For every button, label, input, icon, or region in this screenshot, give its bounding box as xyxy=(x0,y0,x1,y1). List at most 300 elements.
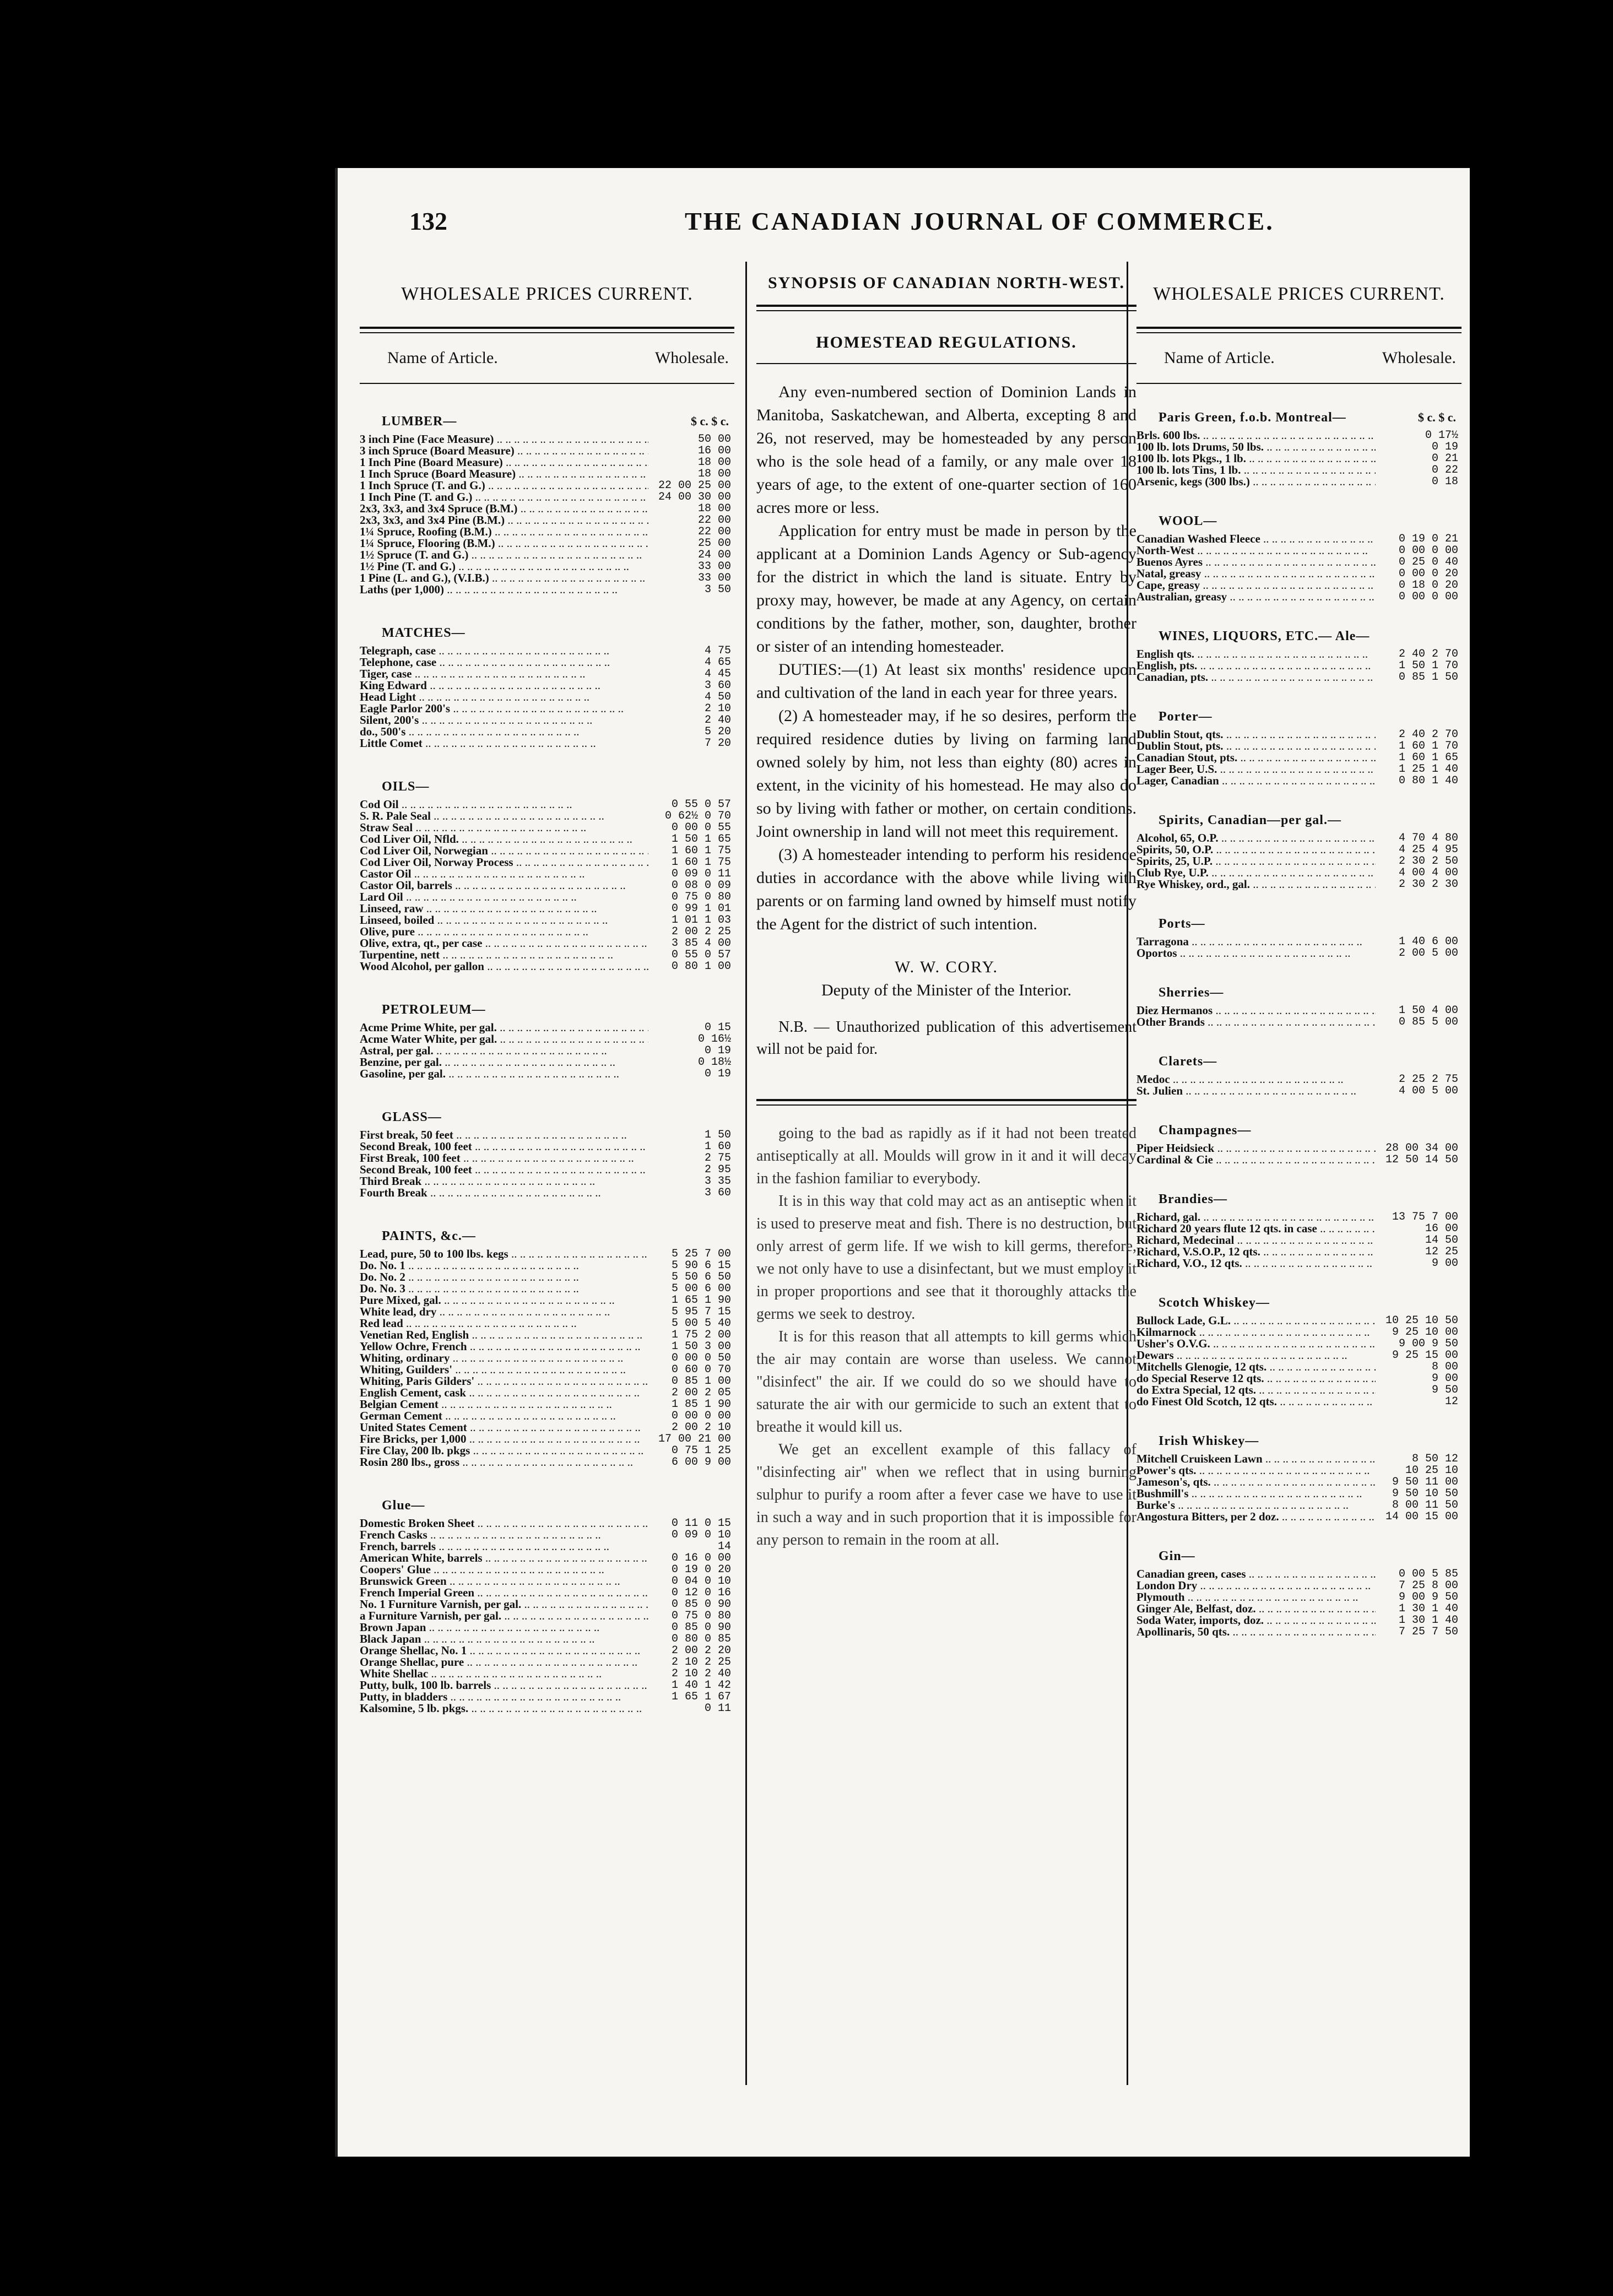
left-sections xyxy=(360,414,734,1714)
article-name: Apollinaris, 50 qts. .. .. xyxy=(1136,1626,1376,1638)
article-name: Orange Shellac, No. 1 .. .. xyxy=(360,1645,648,1656)
price-row xyxy=(360,1306,734,1318)
article-name: Cape, greasy .. .. xyxy=(1136,580,1376,591)
price-row xyxy=(360,833,734,845)
price-row xyxy=(360,799,734,810)
section-title-label: PETROLEUM— xyxy=(382,1003,486,1017)
section-title-label: Glue— xyxy=(382,1498,425,1513)
article-name: Canadian, pts. .. .. xyxy=(1136,672,1376,683)
price-row xyxy=(360,1564,734,1575)
wholesale-price: 2 00 2 25 xyxy=(671,925,731,938)
article-name: Domestic Broken Sheet .. .. xyxy=(360,1518,648,1529)
price-row xyxy=(1136,1234,1462,1246)
price-row xyxy=(360,1518,734,1529)
article-name: S. R. Pale Seal .. .. xyxy=(360,810,648,822)
wholesale-price: 9 25 15 00 xyxy=(1392,1349,1458,1362)
article-name: Richard 20 years flute 12 qts. in case .. .. xyxy=(1136,1223,1376,1234)
article-name: 100 lb. lots Tins, 1 lb. .. .. xyxy=(1136,464,1376,476)
section-title xyxy=(382,779,734,794)
price-row xyxy=(1136,855,1462,867)
signature: W. W. CORY. xyxy=(895,958,998,976)
wholesale-price: 1 30 1 40 xyxy=(1398,1602,1458,1615)
price-row xyxy=(360,938,734,949)
wholesale-price: 0 85 0 90 xyxy=(671,1598,731,1611)
article-name: Pure Mixed, gal. .. .. xyxy=(360,1295,648,1306)
wholesale-price: 0 19 xyxy=(704,1068,731,1080)
wholesale-price: 0 17½ xyxy=(1425,429,1458,442)
article-name: 2x3, 3x3, and 3x4 Pine (B.M.) .. .. xyxy=(360,515,648,526)
wholesale-price: 6 00 9 00 xyxy=(671,1456,731,1469)
wholesale-price: 18 00 xyxy=(697,468,731,480)
article-name: 3 inch Spruce (Board Measure) .. .. xyxy=(360,445,648,457)
wholesale-price: 0 75 0 80 xyxy=(671,1610,731,1622)
article-name: Straw Seal .. .. xyxy=(360,822,648,833)
price-row xyxy=(360,926,734,938)
price-row xyxy=(1136,1211,1462,1223)
price-row xyxy=(1136,844,1462,855)
price-row xyxy=(1136,1326,1462,1338)
wholesale-price: 3 85 4 00 xyxy=(671,937,731,950)
price-row xyxy=(1136,1016,1462,1028)
wholesale-price: 1 65 1 67 xyxy=(671,1691,731,1703)
article-name: Fire Bricks, per 1,000 .. .. xyxy=(360,1433,648,1445)
article-name: Spirits, 50, O.P. .. .. xyxy=(1136,844,1376,855)
article-name: do Finest Old Scotch, 12 qts. .. .. xyxy=(1136,1396,1376,1407)
article-name: Rye Whiskey, ord., gal. .. .. xyxy=(1136,879,1376,890)
article-name: Bushmill's .. .. xyxy=(1136,1488,1376,1499)
wholesale-price: 33 00 xyxy=(697,560,731,573)
section-title-label: Brandies— xyxy=(1159,1192,1228,1206)
price-row xyxy=(360,503,734,515)
wholesale-price: 1 65 1 90 xyxy=(671,1294,731,1307)
article-name: 1½ Pine (T. and G.) .. .. xyxy=(360,561,648,572)
currency-unit: $ c. $ c. xyxy=(690,414,729,428)
section-title xyxy=(1159,629,1462,644)
article-name: Third Break .. .. xyxy=(360,1176,648,1187)
price-row xyxy=(1136,947,1462,959)
article-name: Gasoline, per gal. .. .. xyxy=(360,1068,648,1080)
article-name: Lager Beer, U.S. .. .. xyxy=(1136,763,1376,775)
wholesale-price: 0 16 0 00 xyxy=(671,1552,731,1564)
price-row xyxy=(360,914,734,926)
article-name: Acme Water White, per gal. .. .. xyxy=(360,1033,648,1045)
price-row xyxy=(360,1176,734,1187)
wholesale-price: 2 40 xyxy=(704,714,731,727)
wholesale-price: 7 25 8 00 xyxy=(1398,1579,1458,1592)
article-name: English, pts. .. .. xyxy=(1136,660,1376,672)
price-row xyxy=(1136,832,1462,844)
rule xyxy=(1136,383,1462,384)
price-row xyxy=(1136,1465,1462,1476)
article-name: Dewars .. .. xyxy=(1136,1350,1376,1361)
article-name: Whiting, Paris Gilders' .. .. xyxy=(360,1376,648,1387)
article-name: Kalsomine, 5 lb. pkgs. .. .. xyxy=(360,1703,648,1714)
article-name: French, barrels .. .. xyxy=(360,1541,648,1552)
wholesale-price: 0 62½ 0 70 xyxy=(664,810,731,822)
wholesale-price: 0 80 0 85 xyxy=(671,1633,731,1645)
price-row xyxy=(360,703,734,714)
wholesale-price: 0 00 0 00 xyxy=(671,1410,731,1422)
wholesale-price: 1 50 3 00 xyxy=(671,1340,731,1353)
name-of-article-heading: Name of Article. xyxy=(1164,349,1275,367)
wholesale-price: 33 00 xyxy=(697,572,731,584)
homestead-article xyxy=(756,273,1136,1551)
wholesale-price: 0 99 1 01 xyxy=(671,902,731,915)
price-section xyxy=(1136,710,1462,787)
price-row xyxy=(1136,1142,1462,1154)
price-row xyxy=(360,491,734,503)
wholesale-price: 4 00 5 00 xyxy=(1398,1085,1458,1097)
price-section xyxy=(1136,1434,1462,1523)
price-row xyxy=(360,468,734,480)
article-paragraph: going to the bad as rapidly as if it had not been treated antiseptically at all. Moulds will grow in it and it will decay in the fashion familiar to everybody. xyxy=(756,1125,1136,1187)
wholesale-price: 5 50 6 50 xyxy=(671,1271,731,1284)
price-row xyxy=(1136,729,1462,740)
article-paragraph: Any even-numbered section of Dominion Lands in Manitoba, Saskatchewan, and Alberta, excepting 8 and 26, not reserved, may be homesteaded by any person who is the sole head of a family, or any male over 18 years of age, to the extent of one-quarter section of 160 acres more or less. xyxy=(756,383,1136,517)
wholesale-price: 2 75 xyxy=(704,1152,731,1165)
article-name: Do. No. 1 .. .. xyxy=(360,1260,648,1271)
article-name: Richard, V.S.O.P., 12 qts. .. .. xyxy=(1136,1246,1376,1258)
price-row xyxy=(360,1387,734,1399)
wholesale-price: 2 30 2 50 xyxy=(1398,855,1458,868)
article-name: Burke's .. .. xyxy=(1136,1499,1376,1511)
price-row xyxy=(1136,580,1462,591)
section-title-label: Porter— xyxy=(1159,710,1213,724)
wholesale-price: 22 00 xyxy=(697,514,731,527)
price-row xyxy=(360,1187,734,1199)
wholesale-price: 1 75 2 00 xyxy=(671,1329,731,1341)
wholesale-price: 2 10 2 25 xyxy=(671,1656,731,1669)
section-title-label: Champagnes— xyxy=(1159,1123,1252,1138)
article-name: Natal, greasy .. .. xyxy=(1136,568,1376,580)
article-name: Richard, gal. .. .. xyxy=(1136,1211,1376,1223)
price-row xyxy=(360,1318,734,1329)
article-name: Cod Liver Oil, Norway Process .. .. xyxy=(360,857,648,868)
article-body xyxy=(756,381,1136,936)
price-row xyxy=(360,1399,734,1410)
article-name: Acme Prime White, per gal. .. .. xyxy=(360,1022,648,1033)
price-section xyxy=(1136,813,1462,890)
wholesale-price: 9 00 xyxy=(1431,1372,1458,1385)
article-name: Eagle Parlor 200's .. .. xyxy=(360,703,648,714)
section-title xyxy=(1159,514,1462,529)
price-row xyxy=(360,1129,734,1141)
price-row xyxy=(360,434,734,445)
article-name: Canadian Stout, pts. .. .. xyxy=(1136,752,1376,763)
wholesale-price: 2 00 2 10 xyxy=(671,1421,731,1434)
article-name: English Cement, cask .. .. xyxy=(360,1387,648,1399)
price-row xyxy=(360,868,734,880)
section-title-label: Irish Whiskey— xyxy=(1159,1434,1259,1448)
wholesale-price: 0 80 1 40 xyxy=(1398,775,1458,787)
article-name: Canadian green, cases .. .. xyxy=(1136,1568,1376,1580)
price-row xyxy=(360,903,734,914)
article-name: a Furniture Varnish, per gal. .. .. xyxy=(360,1610,648,1622)
price-row xyxy=(1136,1258,1462,1269)
price-row xyxy=(1136,1384,1462,1396)
article-name: Do. No. 2 .. .. xyxy=(360,1271,648,1283)
article-name: Tarragona .. .. xyxy=(1136,936,1376,947)
wholesale-price: 1 40 6 00 xyxy=(1398,935,1458,948)
price-row xyxy=(360,572,734,584)
price-row xyxy=(360,584,734,595)
article-paragraph: We get an excellent example of this fallacy of "disinfecting air" when we reflect that in using burning sulphur to purify a room after a fever case we have to use it in such a way and in such proportion that it is impossible for any person to remain in the room at all. xyxy=(756,1441,1136,1548)
article-name: 100 lb. lots Drums, 50 lbs. .. .. xyxy=(1136,441,1376,453)
price-row xyxy=(360,657,734,668)
price-row xyxy=(1136,1396,1462,1407)
article-name: Do. No. 3 .. .. xyxy=(360,1283,648,1295)
wholesale-price: 1 50 4 00 xyxy=(1398,1004,1458,1017)
article-name: French Casks .. .. xyxy=(360,1529,648,1541)
price-row xyxy=(1136,1373,1462,1384)
price-row xyxy=(360,1068,734,1080)
wholesale-price: 4 45 xyxy=(704,668,731,680)
wholesale-price: 0 55 0 57 xyxy=(671,798,731,811)
wholesale-price: 0 75 1 25 xyxy=(671,1444,731,1457)
price-row xyxy=(360,1633,734,1645)
article-name: Tiger, case .. .. xyxy=(360,668,648,680)
article-name: Yellow Ochre, French .. .. xyxy=(360,1341,648,1352)
article-name: Cod Liver Oil, Nfld. .. .. xyxy=(360,833,648,845)
wholesale-price: 0 18 xyxy=(1431,475,1458,488)
article-name: Soda Water, imports, doz. .. .. xyxy=(1136,1615,1376,1626)
article-name: White lead, dry .. .. xyxy=(360,1306,648,1318)
article-name: No. 1 Furniture Varnish, per gal. .. .. xyxy=(360,1599,648,1610)
section-title-label: LUMBER— xyxy=(382,414,457,429)
wholesale-price: 1 30 1 40 xyxy=(1398,1614,1458,1627)
wholesale-price: 17 00 21 00 xyxy=(658,1433,731,1445)
wholesale-price: 18 00 xyxy=(697,456,731,469)
article-name: 1 Pine (L. and G.), (V.I.B.) .. .. xyxy=(360,572,648,584)
price-row xyxy=(1136,545,1462,556)
wholesale-price: 2 40 2 70 xyxy=(1398,648,1458,660)
price-row xyxy=(360,1645,734,1656)
price-row xyxy=(360,1057,734,1068)
price-row xyxy=(360,1295,734,1306)
article-name: Putty, bulk, 100 lb. barrels .. .. xyxy=(360,1680,648,1691)
price-row xyxy=(1136,1154,1462,1166)
price-section xyxy=(1136,1123,1462,1166)
price-row xyxy=(1136,1074,1462,1085)
article-paragraph: (3) A homesteader intending to perform his residence duties in accordance with the above while living with parents or on farming land owned by himself must notify the Agent for the district of such intention. xyxy=(756,846,1136,933)
article-paragraph: Application for entry must be made in person by the applicant at a Dominion Lands Agency or Sub-agency for the district in which the land is situate. Entry by proxy may, however, be made at any Agency, on certain conditions by the father, mother, son, daughter, brother or sister of an intending homesteader. xyxy=(756,522,1136,656)
wholesale-price: 9 50 10 50 xyxy=(1392,1487,1458,1500)
price-row xyxy=(1136,1626,1462,1638)
article-name: Dublin Stout, qts. .. .. xyxy=(1136,729,1376,740)
article-name: do Extra Special, 12 qts. .. .. xyxy=(1136,1384,1376,1396)
wholesale-price: 2 00 2 05 xyxy=(671,1387,731,1399)
wholesale-price: 0 00 5 85 xyxy=(1398,1568,1458,1580)
price-section xyxy=(360,1498,734,1714)
wholesale-price: 50 00 xyxy=(697,433,731,446)
wholesale-price: 0 11 0 15 xyxy=(671,1517,731,1530)
article-name: St. Julien .. .. xyxy=(1136,1085,1376,1097)
price-row xyxy=(1136,1246,1462,1258)
price-row xyxy=(360,891,734,903)
wholesale-price: 0 55 0 57 xyxy=(671,949,731,961)
section-title-label: Clarets— xyxy=(1159,1054,1217,1069)
price-row xyxy=(360,1141,734,1152)
article-name: 1 Inch Spruce (Board Measure) .. .. xyxy=(360,468,648,480)
wholesale-price: 1 60 1 65 xyxy=(1398,751,1458,764)
section-title xyxy=(382,1003,734,1017)
wholesale-price: 3 50 xyxy=(704,583,731,596)
section-title xyxy=(382,1110,734,1125)
price-row xyxy=(360,949,734,961)
article-name: Power's qts. .. .. xyxy=(1136,1465,1376,1476)
price-row xyxy=(1136,556,1462,568)
article-name: Wood Alcohol, per gallon .. .. xyxy=(360,961,648,972)
article-name: English qts. .. .. xyxy=(1136,648,1376,660)
article-name: Linseed, raw .. .. xyxy=(360,903,648,914)
price-row xyxy=(360,1433,734,1445)
wholesale-price: 2 40 2 70 xyxy=(1398,728,1458,741)
article-name: Fire Clay, 200 lb. pkgs .. .. xyxy=(360,1445,648,1456)
wholesale-price: 25 00 xyxy=(697,537,731,550)
section-title xyxy=(1159,1123,1462,1138)
article-name: American White, barrels .. .. xyxy=(360,1552,648,1564)
wholesale-price: 8 50 12 xyxy=(1411,1453,1458,1465)
wholesale-price: 5 95 7 15 xyxy=(671,1306,731,1318)
article-name: Mitchell Cruiskeen Lawn .. .. xyxy=(1136,1453,1376,1465)
article-name: Oportos .. .. xyxy=(1136,947,1376,959)
wholesale-price: 4 00 4 00 xyxy=(1398,867,1458,879)
price-section xyxy=(360,1229,734,1468)
price-row xyxy=(1136,1615,1462,1626)
wholesale-price: 9 50 xyxy=(1431,1384,1458,1396)
disinfection-article xyxy=(756,1122,1136,1551)
article-name: Australian, greasy .. .. xyxy=(1136,591,1376,603)
price-row xyxy=(1136,867,1462,879)
wholesale-price: 3 35 xyxy=(704,1175,731,1188)
wholesale-price: 8 00 xyxy=(1431,1361,1458,1373)
wholesale-price: 22 00 xyxy=(697,526,731,538)
price-row xyxy=(1136,660,1462,672)
wholesale-price: 24 00 30 00 xyxy=(658,491,731,503)
section-title xyxy=(1159,985,1462,1000)
wholesale-price: 22 00 25 00 xyxy=(658,479,731,492)
double-rule xyxy=(360,327,734,333)
wholesale-price: 3 60 xyxy=(704,1187,731,1199)
journal-title: THE CANADIAN JOURNAL OF COMMERCE. xyxy=(685,207,1274,235)
wholesale-price: 0 00 0 50 xyxy=(671,1352,731,1364)
price-section xyxy=(360,626,734,749)
wholesale-price: 0 19 xyxy=(1431,441,1458,453)
wholesale-price: 0 11 xyxy=(704,1702,731,1715)
price-row xyxy=(360,1610,734,1622)
price-row xyxy=(1136,453,1462,464)
wholesale-price: 0 09 0 10 xyxy=(671,1529,731,1541)
article-name: Head Light .. .. xyxy=(360,691,648,703)
price-row xyxy=(360,1152,734,1164)
price-section xyxy=(1136,410,1462,488)
journal-page xyxy=(335,168,1470,2157)
article-name: 1½ Spruce (T. and G.) .. .. xyxy=(360,549,648,561)
section-title xyxy=(1159,813,1462,828)
wholesale-price: 0 80 1 00 xyxy=(671,960,731,973)
wholesale-price: 16 00 xyxy=(697,445,731,457)
wholesale-price: 0 60 0 70 xyxy=(671,1363,731,1376)
section-title-label: Spirits, Canadian—per gal.— xyxy=(1159,813,1341,827)
article-name: Brown Japan .. .. xyxy=(360,1622,648,1633)
article-name: Belgian Cement .. .. xyxy=(360,1399,648,1410)
price-row xyxy=(360,1260,734,1271)
wholesale-price: 12 50 14 50 xyxy=(1385,1154,1458,1166)
wholesale-price: 1 60 1 70 xyxy=(1398,740,1458,752)
wholesale-price: 5 00 6 00 xyxy=(671,1282,731,1295)
price-row xyxy=(1136,1603,1462,1615)
price-row xyxy=(1136,1476,1462,1488)
price-row xyxy=(1136,879,1462,890)
section-title xyxy=(382,626,734,641)
price-row xyxy=(360,1703,734,1714)
article-name: Rosin 280 lbs., gross .. .. xyxy=(360,1456,648,1468)
article-name: Jameson's, qts. .. .. xyxy=(1136,1476,1376,1488)
article-name: London Dry .. .. xyxy=(1136,1580,1376,1591)
price-section xyxy=(1136,1054,1462,1097)
price-row xyxy=(360,1445,734,1456)
wholesale-price: 16 00 xyxy=(1425,1222,1458,1235)
price-row xyxy=(1136,1580,1462,1591)
article-subtitle: HOMESTEAD REGULATIONS. xyxy=(816,333,1077,351)
article-name: Putty, in bladders .. .. xyxy=(360,1691,648,1703)
price-row xyxy=(360,726,734,738)
price-section xyxy=(1136,1549,1462,1638)
article-name: 1 Inch Pine (Board Measure) .. .. xyxy=(360,457,648,468)
wholesale-price: 0 22 xyxy=(1431,464,1458,476)
article-name: First Break, 100 feet .. .. xyxy=(360,1152,648,1164)
article-name: Olive, extra, qt., per case .. .. xyxy=(360,938,648,949)
wholesale-price: 9 25 10 00 xyxy=(1392,1326,1458,1339)
price-row xyxy=(360,1045,734,1057)
price-section xyxy=(360,779,734,972)
price-row xyxy=(360,1033,734,1045)
article-name: German Cement .. .. xyxy=(360,1410,648,1422)
article-name: Spirits, 25, U.P. .. .. xyxy=(1136,855,1376,867)
article-name: Canadian Washed Fleece .. .. xyxy=(1136,533,1376,545)
price-row xyxy=(360,1022,734,1033)
section-title xyxy=(1159,410,1462,425)
price-row xyxy=(1136,441,1462,453)
section-title xyxy=(1159,1192,1462,1207)
price-row xyxy=(360,526,734,538)
wholesale-price: 13 75 7 00 xyxy=(1392,1211,1458,1223)
price-row xyxy=(360,961,734,972)
article-name: Angostura Bitters, per 2 doz. .. .. xyxy=(1136,1511,1376,1523)
price-row xyxy=(360,691,734,703)
section-title-label: PAINTS, &c.— xyxy=(382,1229,476,1243)
wholesale-price: 0 15 xyxy=(704,1021,731,1034)
price-row xyxy=(360,822,734,833)
price-section xyxy=(1136,985,1462,1028)
price-row xyxy=(360,549,734,561)
price-row xyxy=(1136,533,1462,545)
price-row xyxy=(360,1271,734,1283)
wholesale-price: 0 85 1 50 xyxy=(1398,671,1458,684)
rule xyxy=(360,383,734,384)
wholesale-price: 0 00 0 00 xyxy=(1398,544,1458,557)
article-name: Telegraph, case .. .. xyxy=(360,645,648,657)
price-row xyxy=(360,445,734,457)
wholesale-price: 12 xyxy=(1444,1395,1458,1408)
article-name: Club Rye, U.P. .. .. xyxy=(1136,867,1376,879)
price-row xyxy=(360,1575,734,1587)
double-rule xyxy=(1136,327,1462,333)
section-title-label: Scotch Whiskey— xyxy=(1159,1296,1270,1310)
article-name: Orange Shellac, pure .. .. xyxy=(360,1656,648,1668)
article-name: Usher's O.V.G. .. .. xyxy=(1136,1338,1376,1350)
wholesale-price: 1 50 1 70 xyxy=(1398,659,1458,672)
